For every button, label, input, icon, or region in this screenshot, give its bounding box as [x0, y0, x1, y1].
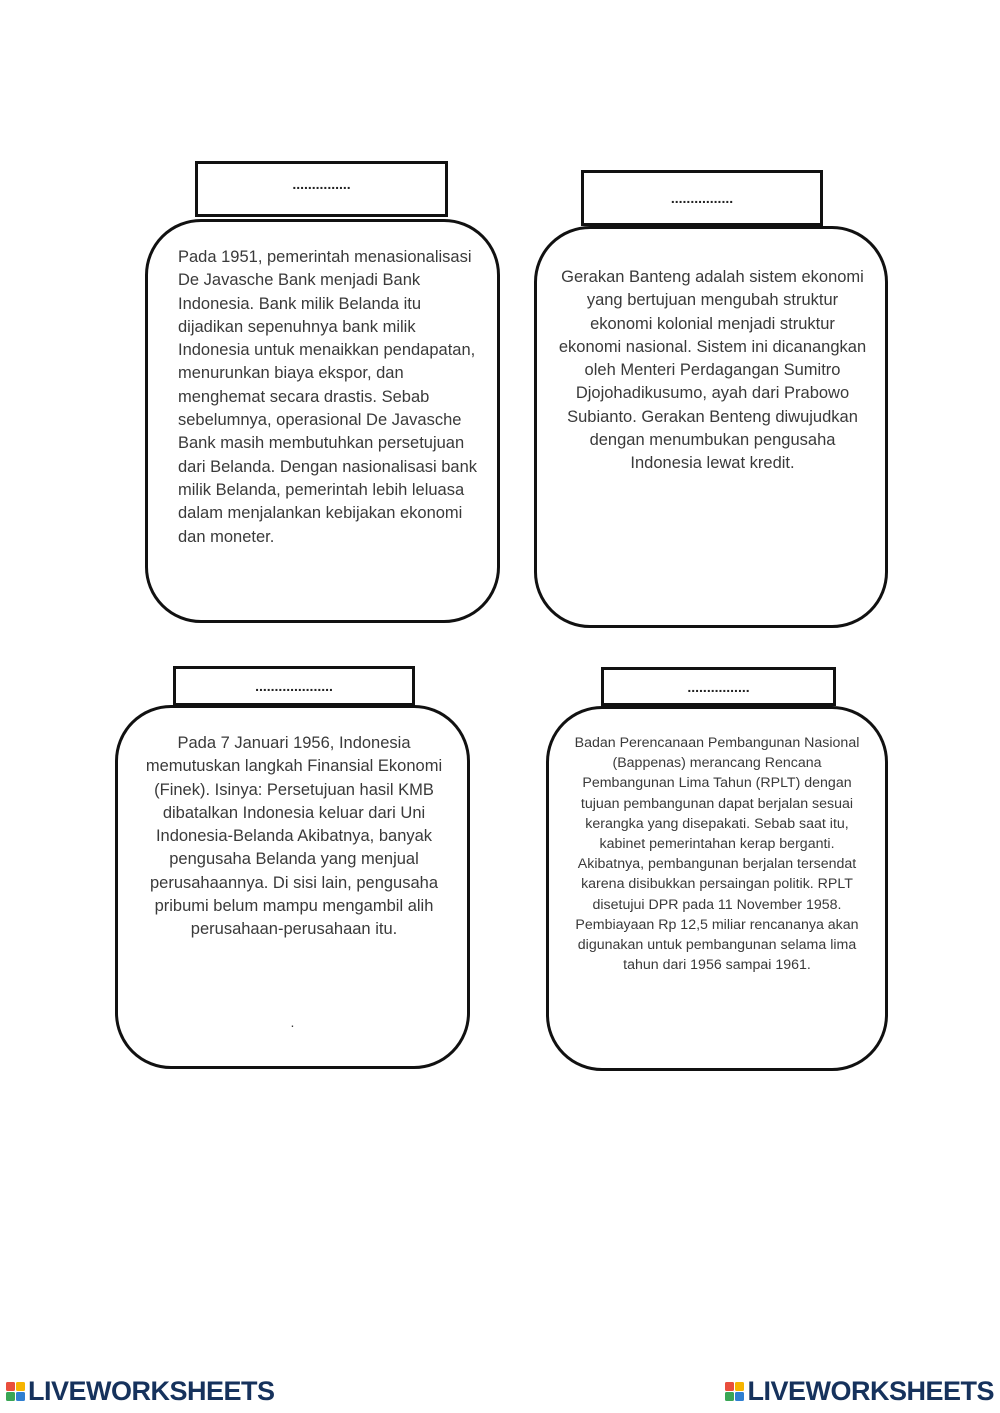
logo-square-green — [725, 1392, 734, 1401]
answer-box-3[interactable] — [173, 666, 415, 706]
logo-square-blue — [735, 1392, 744, 1401]
info-card-4 — [546, 706, 888, 1071]
logo-square-green — [6, 1392, 15, 1401]
info-card-2-text: Gerakan Banteng adalah sistem ekonomi yang bertujuan mengubah struktur ekonomi kolonial menjadi struktur ekonomi nasional. Sistem ini dicanangkan oleh Menteri Perdagangan Sumitro Djojohadikusumo, ayah dari Prabowo Subianto. Gerakan Benteng diwujudkan dengan menumbukan pengusaha Indonesia lewat kredit. — [558, 268, 867, 473]
answer-box-2-placeholder: ................ — [670, 190, 734, 206]
info-card-2 — [534, 226, 888, 628]
liveworksheets-logo-icon — [725, 1382, 744, 1401]
logo-square-yellow — [735, 1382, 744, 1391]
info-card-3 — [115, 705, 470, 1069]
logo-square-red — [725, 1382, 734, 1391]
liveworksheets-logo-right — [725, 1375, 994, 1407]
logo-square-yellow — [16, 1382, 25, 1391]
answer-box-1-placeholder: ............... — [292, 176, 351, 192]
logo-square-blue — [16, 1392, 25, 1401]
liveworksheets-logo-left — [6, 1375, 275, 1407]
info-card-3-text: Pada 7 Januari 1956, Indonesia memutuskan langkah Finansial Ekonomi (Finek). Isinya: Persetujuan hasil KMB dibatalkan Indonesia keluar dari Uni Indonesia-Belanda Akibatnya, banyak pengusaha Belanda yang menjual perusahaannya. Di sisi lain, pengusaha pribumi belum mampu mengambil alih perusahaan-perusahaan itu. — [145, 734, 443, 939]
info-card-4-text: Badan Perencanaan Pembangunan Nasional (Bappenas) merancang Rencana Pembangunan Lima Tahun (RPLT) dengan tujuan pembangunan dapat berjalan sesuai kerangka yang disepakati. Sebab saat itu, kabinet pemerintahan kerap berganti. Akibatnya, pembangunan berjalan tersendat karena disibukkan persaingan politik. RPLT disetujui DPR pada 11 November 1958. Pembiayaan Rp 12,5 miliar rencananya akan digunakan untuk pembangunan selama lima tahun dari 1956 sampai 1961. — [574, 735, 860, 974]
logo-square-red — [6, 1382, 15, 1391]
answer-box-2[interactable] — [581, 170, 823, 226]
answer-box-4-placeholder: ................ — [687, 678, 750, 695]
answer-box-3-placeholder: .................... — [255, 678, 333, 694]
liveworksheets-wordmark: LIVEWORKSHEETS — [747, 1375, 994, 1406]
info-card-1 — [145, 219, 500, 623]
answer-box-4[interactable] — [601, 667, 836, 706]
info-card-1-text: Pada 1951, pemerintah menasionalisasi De Javasche Bank menjadi Bank Indonesia. Bank milik Belanda itu dijadikan sepenuhnya bank milik Indonesia untuk menaikkan pendapatan, menurunkan biaya ekspor, dan menghemat secara drastis. Sebab sebelumnya, operasional De Javasche Bank masih membutuhkan persetujuan dari Belanda. Dengan nasionalisasi bank milik Belanda, pemerintah lebih leluasa dalam menjalankan kebijakan ekonomi dan moneter. — [178, 248, 478, 546]
liveworksheets-logo-icon — [6, 1382, 25, 1401]
liveworksheets-wordmark: LIVEWORKSHEETS — [28, 1375, 275, 1406]
answer-box-1[interactable] — [195, 161, 448, 217]
info-card-3-trailing-dot: . — [290, 1014, 295, 1030]
